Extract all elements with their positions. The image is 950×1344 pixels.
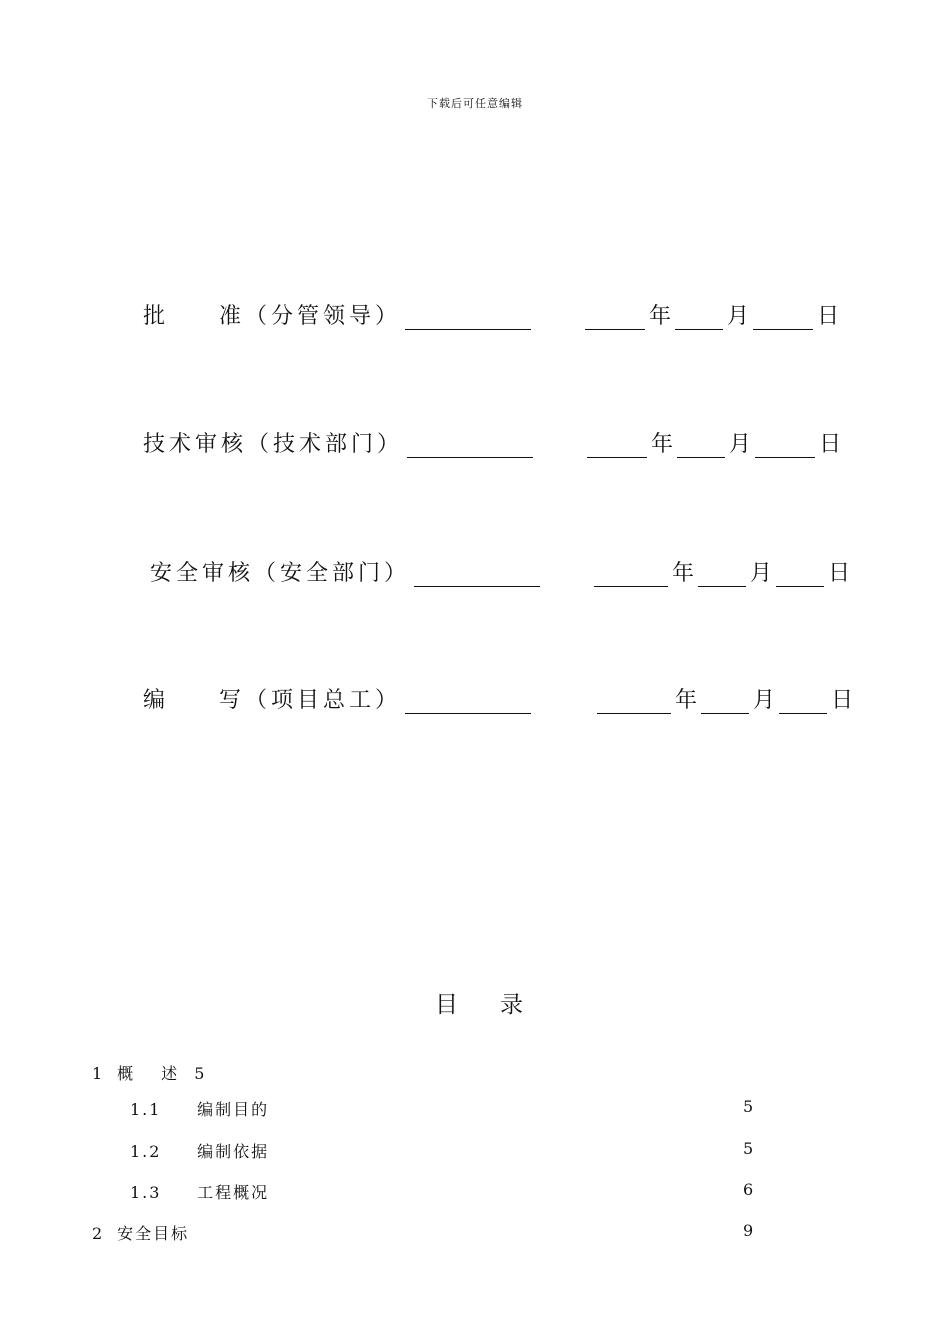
year-blank[interactable] bbox=[585, 303, 645, 330]
signature-label-prefix: 安全审核 bbox=[150, 561, 255, 586]
signature-row-author bbox=[143, 680, 853, 714]
year-label: 年 bbox=[675, 688, 698, 713]
toc-entry[interactable] bbox=[92, 1221, 189, 1244]
year-label: 年 bbox=[672, 561, 695, 586]
signature-blank[interactable] bbox=[405, 303, 531, 330]
toc-entry-text: 编制目的 bbox=[197, 1100, 270, 1119]
signature-row-tech-review bbox=[143, 424, 841, 458]
toc-entry-text: 编制依据 bbox=[197, 1142, 270, 1161]
toc-entry[interactable] bbox=[92, 1061, 204, 1084]
signature-row-approval bbox=[143, 296, 839, 330]
signature-label-prefix: 编 bbox=[143, 688, 170, 713]
toc-entry[interactable] bbox=[130, 1180, 269, 1203]
toc-entry-number: 1.1 bbox=[130, 1100, 162, 1119]
month-label: 月 bbox=[729, 432, 752, 457]
toc-entry-text: 概 述 bbox=[117, 1064, 184, 1083]
day-label: 日 bbox=[831, 688, 854, 713]
page-header-note: 下载后可任意编辑 bbox=[427, 97, 523, 110]
signature-blank[interactable] bbox=[407, 431, 533, 458]
year-blank[interactable] bbox=[587, 431, 647, 458]
toc-entry-text: 工程概况 bbox=[197, 1183, 270, 1202]
signature-label-prefix: 批 bbox=[143, 304, 170, 329]
toc-entry-page: 5 bbox=[194, 1064, 205, 1083]
toc-entry-number: 2 bbox=[92, 1224, 103, 1243]
toc-entry-page: 5 bbox=[743, 1139, 754, 1158]
toc-entry-page: 9 bbox=[743, 1221, 754, 1240]
toc-entry-number: 1.3 bbox=[130, 1183, 162, 1202]
toc-entry-text: 安全目标 bbox=[117, 1224, 190, 1243]
day-blank[interactable] bbox=[776, 560, 824, 587]
day-label: 日 bbox=[828, 561, 851, 586]
signature-blank[interactable] bbox=[414, 560, 540, 587]
year-blank[interactable] bbox=[594, 560, 668, 587]
signature-label-prefix: 技术审核 bbox=[143, 432, 248, 457]
signature-blank[interactable] bbox=[405, 687, 531, 714]
toc-entry-number: 1 bbox=[92, 1064, 103, 1083]
month-blank[interactable] bbox=[675, 303, 723, 330]
month-label: 月 bbox=[727, 304, 750, 329]
year-label: 年 bbox=[649, 304, 672, 329]
signature-label: （技术部门） bbox=[247, 432, 404, 457]
toc-entry-number: 1.2 bbox=[130, 1142, 162, 1161]
toc-entry[interactable] bbox=[130, 1139, 269, 1162]
signature-label: （安全部门） bbox=[254, 561, 411, 586]
toc-title: 目录 bbox=[435, 992, 565, 1018]
signature-label: 准（分管领导） bbox=[219, 304, 402, 329]
toc-entry-page: 6 bbox=[743, 1180, 754, 1199]
year-blank[interactable] bbox=[597, 687, 671, 714]
year-label: 年 bbox=[651, 432, 674, 457]
toc-entry[interactable] bbox=[130, 1097, 269, 1120]
day-label: 日 bbox=[817, 304, 840, 329]
day-blank[interactable] bbox=[753, 303, 813, 330]
toc-entry-page: 5 bbox=[743, 1097, 754, 1116]
day-blank[interactable] bbox=[755, 431, 815, 458]
month-label: 月 bbox=[753, 688, 776, 713]
day-label: 日 bbox=[819, 432, 842, 457]
signature-label: 写（项目总工） bbox=[219, 688, 402, 713]
month-blank[interactable] bbox=[701, 687, 749, 714]
month-blank[interactable] bbox=[677, 431, 725, 458]
month-blank[interactable] bbox=[698, 560, 746, 587]
month-label: 月 bbox=[750, 561, 773, 586]
day-blank[interactable] bbox=[779, 687, 827, 714]
signature-row-safety-review bbox=[150, 553, 850, 587]
